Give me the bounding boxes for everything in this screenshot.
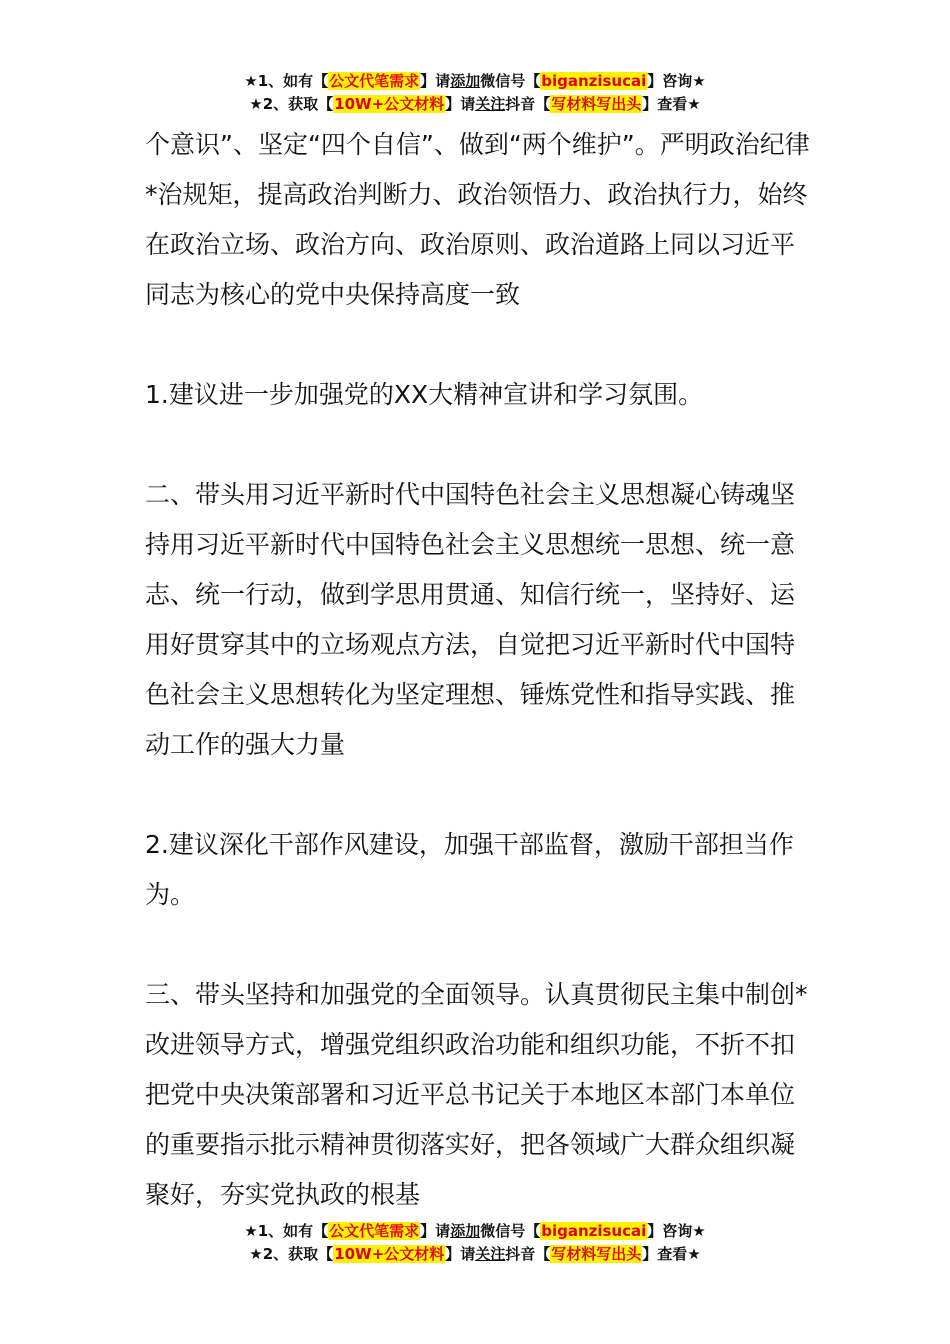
underlined-add: 添加 xyxy=(450,1222,481,1240)
banner-text: ★2、获取【 xyxy=(249,95,334,113)
banner-line-2 xyxy=(0,93,950,116)
banner-line-1 xyxy=(0,70,950,93)
bottom-banner xyxy=(0,1220,950,1266)
highlight-wechat-id: biganzisucai xyxy=(541,1222,647,1240)
paragraph-gap xyxy=(145,920,810,970)
paragraph-3: 二、带头用习近平新时代中国特色社会主义思想凝心铸魂坚持用习近平新时代中国特色社会主义思想统一思想、统一意志、统一行动，做到学思用贯通、知信行统一，坚持好、运用好贯穿其中的立场观点方法，自觉把习近平新时代中国特色社会主义思想转化为坚定理想、锤炼党性和指导实践、推动工作的强大力量 xyxy=(145,480,796,759)
paragraph-2: 1.建议进一步加强党的XX大精神宣讲和学习氛围。 xyxy=(145,380,704,409)
banner-text: 】请 xyxy=(445,1245,476,1263)
underlined-follow: 关注 xyxy=(475,95,506,113)
banner-text: 】请 xyxy=(445,95,476,113)
banner-text: 抖音【 xyxy=(505,95,551,113)
banner-line-2 xyxy=(0,1243,950,1266)
paragraph-1: 个意识”、坚定“四个自信”、做到“两个维护”。严明政治纪律*治规矩，提高政治判断力、政治领悟力、政治执行力，始终在政治立场、政治方向、政治原则、政治道路上同以习近平同志为核心的党中央保持高度一致 xyxy=(145,130,810,309)
paragraph-gap xyxy=(145,320,810,370)
banner-text: 】咨询★ xyxy=(647,72,706,90)
banner-text: 】咨询★ xyxy=(647,1222,706,1240)
highlight-materials: 10W+公文材料 xyxy=(334,95,445,113)
banner-text: 】请 xyxy=(420,1222,451,1240)
paragraph-5: 三、带头坚持和加强党的全面领导。认真贯彻民主集中制创*改进领导方式，增强党组织政治功能和组织功能，不折不扣把党中央决策部署和习近平总书记关于本地区本部门本单位的重要指示批示精神贯彻落实好，把各领域广大群众组织凝聚好，夯实党执政的根基 xyxy=(145,980,808,1209)
highlight-douyin: 写材料写出头 xyxy=(551,1245,642,1263)
highlight-wechat-id: biganzisucai xyxy=(541,72,647,90)
banner-text: 】查看★ xyxy=(642,95,701,113)
banner-text: 抖音【 xyxy=(505,1245,551,1263)
banner-text: ★2、获取【 xyxy=(249,1245,334,1263)
paragraph-4: 2.建议深化干部作风建设，加强干部监督，激励干部担当作为。 xyxy=(145,830,794,909)
paragraph-gap xyxy=(145,420,810,470)
highlight-service: 公文代笔需求 xyxy=(329,72,420,90)
underlined-add: 添加 xyxy=(450,72,481,90)
banner-text: 微信号【 xyxy=(480,72,541,90)
banner-text: ★1、如有【 xyxy=(244,72,329,90)
banner-text: 】查看★ xyxy=(642,1245,701,1263)
document-body xyxy=(145,120,810,1220)
banner-text: 】请 xyxy=(420,72,451,90)
paragraph-gap xyxy=(145,770,810,820)
highlight-douyin: 写材料写出头 xyxy=(551,95,642,113)
highlight-service: 公文代笔需求 xyxy=(329,1222,420,1240)
top-banner xyxy=(0,70,950,116)
banner-text: 微信号【 xyxy=(480,1222,541,1240)
underlined-follow: 关注 xyxy=(475,1245,506,1263)
highlight-materials: 10W+公文材料 xyxy=(334,1245,445,1263)
banner-line-1 xyxy=(0,1220,950,1243)
banner-text: ★1、如有【 xyxy=(244,1222,329,1240)
